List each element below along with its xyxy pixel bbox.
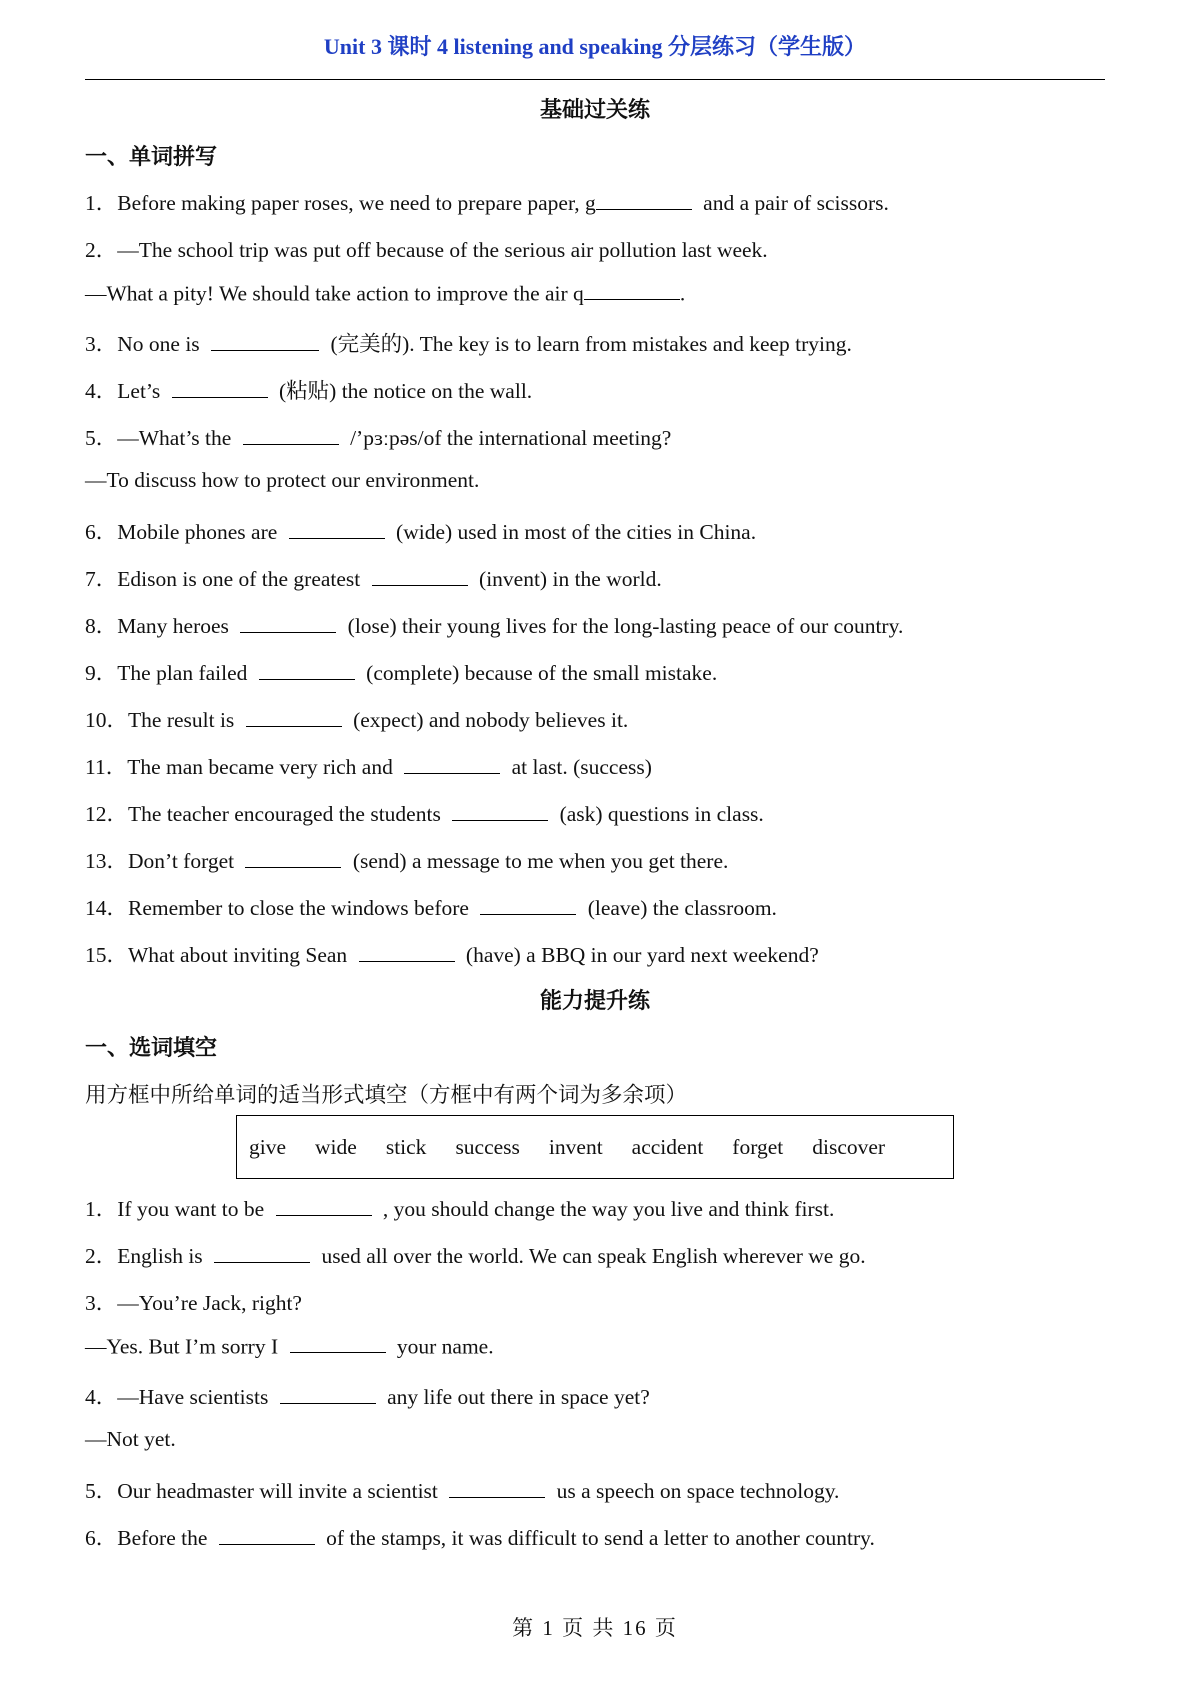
question-number: 1． xyxy=(85,191,118,215)
answer-blank[interactable] xyxy=(214,1243,310,1263)
question-2-4 xyxy=(85,1380,650,1411)
header-divider xyxy=(85,79,1105,80)
question-1-3 xyxy=(85,327,852,358)
question-text: English is xyxy=(117,1244,209,1268)
question-1-5 xyxy=(85,421,671,452)
question-1-14 xyxy=(85,891,777,922)
question-text: —What’s the xyxy=(117,426,237,450)
question-1-15 xyxy=(85,938,819,969)
question-text: If you want to be xyxy=(117,1197,270,1221)
question-number: 9． xyxy=(85,661,118,685)
question-1-10 xyxy=(85,703,628,734)
question-1-5-reply xyxy=(85,468,479,493)
question-text: Mobile phones are xyxy=(117,520,283,544)
word-box-word: discover xyxy=(812,1134,886,1159)
question-text: No one is xyxy=(117,332,206,356)
question-text: The teacher encouraged the students xyxy=(128,802,447,826)
question-1-1 xyxy=(85,186,889,217)
question-text: us a speech on space technology. xyxy=(551,1479,840,1503)
answer-blank[interactable] xyxy=(289,519,385,539)
question-text: at last. (success) xyxy=(506,755,652,779)
answer-blank[interactable] xyxy=(211,331,319,351)
question-number: 3． xyxy=(85,332,118,356)
answer-blank[interactable] xyxy=(404,754,500,774)
answer-blank[interactable] xyxy=(280,1384,376,1404)
question-text: (have) a BBQ in our yard next weekend? xyxy=(460,943,819,967)
question-1-4 xyxy=(85,374,532,405)
question-text: of the stamps, it was difficult to send a letter to another country. xyxy=(320,1526,875,1550)
answer-blank[interactable] xyxy=(596,190,692,210)
question-text: any life out there in space yet? xyxy=(381,1385,650,1409)
question-number: 6． xyxy=(85,1526,118,1550)
question-text: (lose) their young lives for the long-lasting peace of our country. xyxy=(342,614,904,638)
question-number: 2． xyxy=(85,238,118,262)
question-number: 13． xyxy=(85,849,129,873)
question-text: —To discuss how to protect our environment. xyxy=(85,468,480,492)
question-2-4-reply xyxy=(85,1427,176,1452)
question-2-1 xyxy=(85,1192,834,1223)
question-text: —What a pity! We should take action to improve the air q xyxy=(85,281,584,306)
question-1-7 xyxy=(85,562,662,593)
answer-blank[interactable] xyxy=(245,848,341,868)
word-box xyxy=(236,1115,954,1179)
section-title-advanced: 能力提升练 xyxy=(539,988,650,1013)
answer-blank[interactable] xyxy=(276,1196,372,1216)
answer-blank[interactable] xyxy=(452,801,548,821)
question-1-2 xyxy=(85,233,768,264)
question-text: (leave) the classroom. xyxy=(582,896,777,920)
question-number: 4． xyxy=(85,1385,118,1409)
question-1-11 xyxy=(85,750,652,781)
question-text: (粘贴) the notice on the wall. xyxy=(273,379,533,403)
question-text: —Not yet. xyxy=(85,1427,176,1451)
question-1-6 xyxy=(85,515,756,546)
word-box-word: invent xyxy=(548,1134,603,1159)
question-text: Let’s xyxy=(117,379,166,403)
word-box-word: success xyxy=(455,1134,520,1159)
question-2-3 xyxy=(85,1286,302,1317)
question-number: 10． xyxy=(85,708,129,732)
answer-blank[interactable] xyxy=(240,613,336,633)
answer-blank[interactable] xyxy=(290,1333,386,1353)
question-text: /’pɜːpəs/of the international meeting? xyxy=(344,426,672,450)
question-1-13 xyxy=(85,844,728,875)
question-text: —The school trip was put off because of the serious air pollution last week. xyxy=(117,238,768,262)
question-text: (expect) and nobody believes it. xyxy=(347,708,629,732)
question-text: , you should change the way you live and think first. xyxy=(377,1197,835,1221)
question-text: used all over the world. We can speak English wherever we go. xyxy=(316,1244,866,1268)
question-number: 8． xyxy=(85,614,118,638)
question-number: 2． xyxy=(85,1244,118,1268)
page-footer: 第 1 页 共 16 页 xyxy=(512,1616,678,1640)
part-title-word-choice: 一、选词填空 xyxy=(85,1035,218,1060)
answer-blank[interactable] xyxy=(584,280,680,300)
question-2-3-reply xyxy=(85,1333,494,1359)
answer-blank[interactable] xyxy=(259,660,355,680)
answer-blank[interactable] xyxy=(243,425,339,445)
question-number: 12． xyxy=(85,802,129,826)
question-text: (ask) questions in class. xyxy=(554,802,764,826)
answer-blank[interactable] xyxy=(480,895,576,915)
question-text: (invent) in the world. xyxy=(473,567,662,591)
question-text: (wide) used in most of the cities in China. xyxy=(390,520,757,544)
question-text: —Have scientists xyxy=(117,1385,274,1409)
question-text: your name. xyxy=(391,1334,494,1359)
question-1-8 xyxy=(85,609,903,640)
page-header-title: Unit 3 课时 4 listening and speaking 分层练习（学生版） xyxy=(323,34,867,59)
question-2-2 xyxy=(85,1239,866,1270)
answer-blank[interactable] xyxy=(172,378,268,398)
question-text: Our headmaster will invite a scientist xyxy=(117,1479,444,1503)
question-number: 4． xyxy=(85,379,118,403)
answer-blank[interactable] xyxy=(246,707,342,727)
answer-blank[interactable] xyxy=(359,942,455,962)
question-2-5 xyxy=(85,1474,839,1505)
question-number: 7． xyxy=(85,567,118,591)
question-number: 15． xyxy=(85,943,129,967)
question-text: (send) a message to me when you get there. xyxy=(347,849,729,873)
word-box-word: wide xyxy=(315,1134,357,1159)
answer-blank[interactable] xyxy=(449,1478,545,1498)
word-box-word: forget xyxy=(732,1134,784,1159)
question-text: Many heroes xyxy=(117,614,235,638)
question-number: 11． xyxy=(85,755,128,779)
question-text: Remember to close the windows before xyxy=(128,896,475,920)
question-number: 1． xyxy=(85,1197,118,1221)
section-title-basic: 基础过关练 xyxy=(539,97,650,122)
question-text: —You’re Jack, right? xyxy=(117,1291,302,1315)
question-number: 3． xyxy=(85,1291,118,1315)
question-number: 5． xyxy=(85,1479,118,1503)
question-1-9 xyxy=(85,656,717,687)
question-text: (完美的). The key is to learn from mistakes and keep trying. xyxy=(325,332,852,356)
word-box-word: stick xyxy=(385,1134,427,1159)
question-text: Before the xyxy=(117,1526,213,1550)
question-text: The result is xyxy=(128,708,240,732)
word-box-word: give xyxy=(249,1134,287,1159)
question-text: —Yes. But I’m sorry I xyxy=(85,1334,284,1359)
question-text: (complete) because of the small mistake. xyxy=(360,661,718,685)
question-text: . xyxy=(679,281,686,306)
part-instruction: 用方框中所给单词的适当形式填空（方框中有两个词为多余项） xyxy=(85,1083,688,1107)
part-title-spelling: 一、单词拼写 xyxy=(85,144,218,169)
word-box-word: accident xyxy=(631,1134,704,1159)
question-text: What about inviting Sean xyxy=(128,943,353,967)
question-number: 6． xyxy=(85,520,118,544)
question-text: The man became very rich and xyxy=(127,755,399,779)
question-1-12 xyxy=(85,797,764,828)
answer-blank[interactable] xyxy=(372,566,468,586)
answer-blank[interactable] xyxy=(219,1525,315,1545)
question-number: 14． xyxy=(85,896,129,920)
question-text: Don’t forget xyxy=(128,849,240,873)
question-2-6 xyxy=(85,1521,875,1552)
question-1-2-reply xyxy=(85,280,685,306)
question-text: and a pair of scissors. xyxy=(697,191,889,215)
question-text: The plan failed xyxy=(117,661,253,685)
question-number: 5． xyxy=(85,426,118,450)
question-text: Edison is one of the greatest xyxy=(117,567,366,591)
question-text: Before making paper roses, we need to prepare paper, g xyxy=(117,191,596,215)
